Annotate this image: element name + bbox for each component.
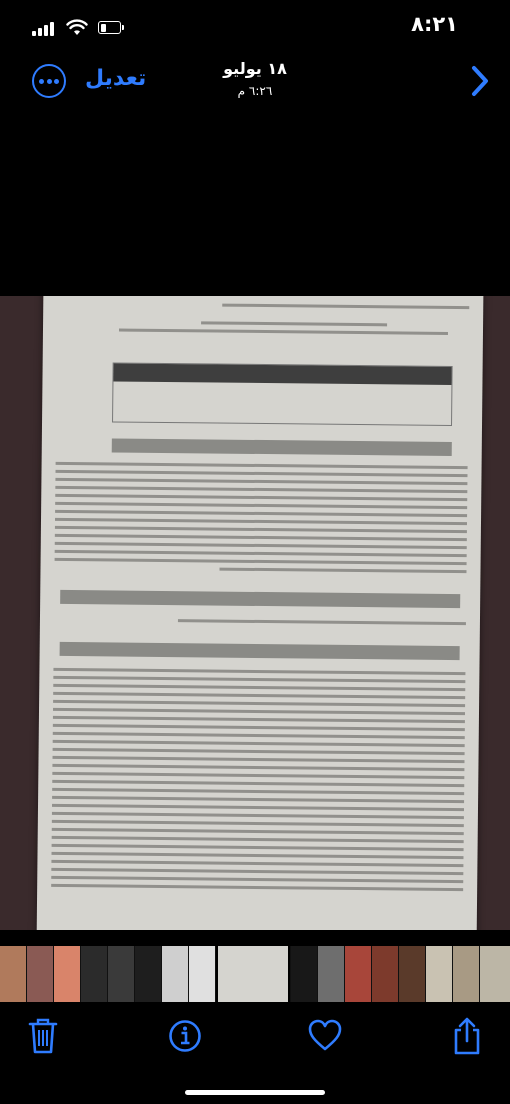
cellular-signal-icon: [32, 22, 56, 36]
photo-viewer-image[interactable]: [0, 296, 510, 930]
thumbnail[interactable]: [54, 946, 80, 1002]
thumbnail[interactable]: [108, 946, 134, 1002]
share-icon[interactable]: [450, 1016, 484, 1056]
document-photo: [37, 296, 484, 930]
thumbnail[interactable]: [426, 946, 452, 1002]
trash-icon[interactable]: [26, 1016, 60, 1056]
thumbnail[interactable]: [318, 946, 344, 1002]
thumbnail[interactable]: [372, 946, 398, 1002]
more-options-button[interactable]: [32, 64, 66, 98]
thumbnail[interactable]: [0, 946, 26, 1002]
photo-time-subtitle: ٦:٢٦ م: [237, 84, 273, 98]
navigation-bar: [0, 52, 510, 110]
thumbnail-strip[interactable]: [0, 946, 510, 1002]
wifi-icon: [66, 18, 88, 36]
heart-icon[interactable]: [308, 1016, 342, 1056]
thumbnail[interactable]: [291, 946, 317, 1002]
thumbnail[interactable]: [399, 946, 425, 1002]
thumbnail[interactable]: [162, 946, 188, 1002]
photo-date-title: ١٨ يوليو: [223, 59, 287, 78]
edit-button[interactable]: تعديل: [85, 66, 147, 91]
document-table: [112, 362, 453, 426]
thumbnail[interactable]: [81, 946, 107, 1002]
home-indicator[interactable]: [185, 1090, 325, 1095]
status-bar: [0, 0, 510, 52]
thumbnail[interactable]: [135, 946, 161, 1002]
chevron-right-icon[interactable]: [468, 64, 492, 98]
battery-icon: [98, 21, 121, 34]
info-icon[interactable]: [168, 1016, 202, 1056]
thumbnail-current[interactable]: [216, 946, 290, 1002]
thumbnail[interactable]: [480, 946, 510, 1002]
status-time: ٨:٢١: [411, 12, 458, 36]
thumbnail[interactable]: [27, 946, 53, 1002]
thumbnail[interactable]: [453, 946, 479, 1002]
bottom-toolbar: [0, 1002, 510, 1104]
thumbnail[interactable]: [345, 946, 371, 1002]
thumbnail[interactable]: [189, 946, 215, 1002]
